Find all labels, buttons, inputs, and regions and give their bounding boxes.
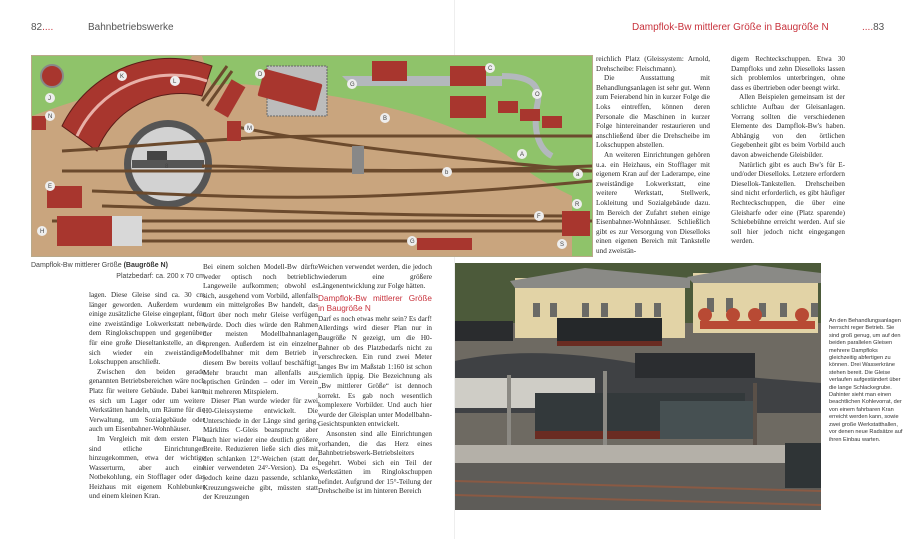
paragraph: Zwischen den beiden gerade genannten Betriebsbereichen wäre noch Platz für weitere Gebäude. Dabei kann es sich um Lager oder um weitere Werkstätten handeln, um Räume für die Verwaltung, um Sozialgebäude oder auch um Eisenbahner-Wohnhäuser. [89, 367, 205, 434]
right-chapter-title: Dampflok-Bw mittlerer Größe in Baugröße N [632, 22, 829, 33]
plan-caption [31, 262, 168, 269]
svg-text:R: R [575, 202, 580, 208]
plan-caption-title: Dampflok-Bw mittlerer Größe [31, 262, 122, 269]
svg-text:F: F [537, 214, 541, 220]
paragraph: Natürlich gibt es auch Bw's für E- und/oder Dieselloks. Letztere erfordern Diesellok-Tankstellen. Drehscheiben sind nicht erforderlich, es gibt häufiger Rechteckschuppen, die über eine Gleisharfe oder eine (Platz sparende) Schiebebühne erreicht werden. Auf sie soll hier jedoch nicht eingegangen werden. [731, 160, 845, 246]
track-plan-svg [32, 56, 592, 256]
paragraph: Darf es noch etwas mehr sein? Es darf! Allerdings wird dieser Plan nur in Baugröße N gezeigt, um die H0-Bahner ob des Platzbedarfs nicht zu verschrecken. Ein rund zwei Meter langes Bw im Maßstab 1:160 ist schon ziemlich üppig. Die Bezeichnung als „Bw mittlerer Größe“ ist dennoch korrekt. Es gab noch wesentlich komplexere Vorbilder. Und auch hier wurde der Gleisplan unter Modellbahn-Gesichtspunkten entwickelt. [318, 314, 432, 429]
paragraph: digem Rechteckschuppen. Etwa 30 Dampfloks und zehn Dieselloks lassen sich problemlos unterbringen, ohne dass es übertrieben oder beengt wirkt. [731, 55, 845, 92]
svg-text:D: D [258, 72, 263, 78]
section-heading: Dampflok-Bw mittlerer Größe in Baugröße N [318, 293, 432, 313]
left-section-title: Bahnbetriebswerke [88, 22, 174, 33]
paragraph: reichlich Platz (Gleissystem: Arnold, Drehscheibe: Fleischmann). [596, 55, 710, 73]
page-number-dots: .... [42, 22, 54, 33]
paragraph: lagen. Diese Gleise sind ca. 30 cm länger geworden. Außerdem wurden einige zusätzliche Gleise eingeplant, für eine zweiständige Lokwerkstatt neben dem Ringlokschuppen und gegenüber für eine große Dieseltankstelle, an die sich wieder ein zweiständiger Lokschuppen anschließt. [89, 291, 205, 367]
svg-text:8: 8 [165, 164, 169, 170]
paragraph: Bei einem solchen Modell-Bw dürfte weder optisch noch betrieblich Langeweile aufkommen; obwohl es sich, ausgehend vom Vorbild, allenfalls um ein mittelgroßes Bw handelt, das dort über noch mehr Gleise verfügen würde. Doch dies würde den Rahmen der meisten Modellbahnanlagen sprengen. Außerdem ist ein einzelner Modellbahner mit dem Betrieb in diesem Bw bereits vollauf beschäftigt. Mehr braucht man allenfalls aus optischen Gründen – oder im Verein mit mehreren Mitspielern. [203, 263, 318, 396]
plan-caption-scale: (Baugröße N) [123, 262, 168, 269]
svg-text:S: S [560, 242, 565, 248]
right-page-number [862, 22, 884, 33]
svg-text:H: H [40, 229, 45, 235]
svg-text:G: G [410, 239, 415, 245]
svg-text:G: G [350, 82, 355, 88]
text-column-4 [596, 55, 710, 256]
svg-text:M: M [247, 126, 252, 132]
svg-text:b: b [445, 170, 449, 176]
depot-photo-svg [455, 263, 821, 510]
paragraph: Allen Beispielen gemeinsam ist der schlichte Aufbau der Gleisanlagen. Vorrang sollten die verschiedenen Elemente des Dampflok-Bw's haben. Abhängig von den örtlichen Gegebenheit gibt es beim Vorbild auch davon abweichende Gleisbilder. [731, 93, 845, 159]
page-number-83: 83 [873, 22, 885, 33]
svg-text:J: J [48, 96, 51, 102]
photo-caption: An den Behandlungsanlagen herrscht reger Betrieb. Sie sind groß genug, um auf den beiden parallelen Gleisen mehrere Dampfloks gleichzeitig abfertigen zu können. Drei Wasserkräne stehen bereit. Die Gleise verlaufen aufgeständert über die lange Schlackegrube. Dahinter sieht man einen beachtlichen Kohlevorrat, der von einem fahrbaren Kran erreicht werden kann, sowie zwei große Werkstatthallen, vor denen neue Radsätze auf ihren Einbau warten. [829, 318, 903, 443]
depot-photo [455, 263, 821, 510]
paragraph: Im Vergleich mit dem ersten Plan sind etliche Einrichtungen hinzugekommen, etwa der wichtige Wasserturm, aber auch eine Notbekohlung, ein Stofflager oder das Heizhaus mit eigenem Kohlebunker und einem kleinen Kran. [89, 434, 205, 501]
text-column-3 [318, 263, 432, 497]
plan-space-required: Platzbedarf: ca. 200 x 70 cm [116, 273, 205, 280]
page-number-82: 82 [31, 22, 43, 33]
page-number-dots: .... [862, 22, 874, 33]
svg-text:C: C [488, 66, 493, 72]
paragraph: An weiteren Einrichtungen gehören u.a. ein Heizhaus, ein Stofflager mit eigenem Kran auf der Laderampe, eine zweiständige Lokwerkstatt, eine weitere Werkstatt, Stellwerk, Lokleitung und Sozialgebäude dazu. Im Bereich der Zufahrt stehen einige Eisenbahner-Wohnhäuser. Schließlich gibt es zur Versorgung von Dieselloks einen eigenen Bereich mit Tankstelle und zweistän- [596, 150, 710, 255]
text-column-2 [203, 263, 318, 503]
paragraph: Ansonsten sind alle Einrichtungen vorhanden, die das Herz eines Bahnbetriebswerk-Betriebsleiters begehrt. Wobei sich ein Teil der Werkstätten im Ringlokschuppen befindet. Aufgrund der 15°-Teilung der Drehscheibe ist im hinteren Bereich [318, 429, 432, 496]
paragraph: Weichen verwendet werden, die jedoch wiederum eine größere Längenentwicklung zur Folge hätten. [318, 263, 432, 291]
text-column-5 [731, 55, 845, 247]
svg-text:B: B [383, 116, 388, 122]
svg-text:O: O [535, 92, 540, 98]
track-plan-diagram [31, 55, 593, 257]
svg-text:K: K [120, 74, 125, 80]
paragraph: Die Ausstattung mit Behandlungsanlagen ist sehr gut. Wenn zum Feierabend hin in kurzer Folge die Loks eintreffen, können deren Personale die Maschinen in kurzer Folge hintereinander restaurieren und anschließend über die Drehscheibe im Lokschuppen abstellen. [596, 74, 710, 150]
svg-text:N: N [48, 114, 53, 120]
text-column-1 [89, 291, 205, 502]
svg-text:a: a [576, 172, 580, 178]
left-page-number [31, 22, 53, 33]
paragraph: Dieser Plan wurde wieder für zwei H0-Gleissysteme entwickelt. Die Unterschiede in der Länge sind gering. Märklins C-Gleis beansprucht aber auch hier wieder eine deutlich größere Breite. Reduzieren ließe sich dies mit den schlanken 12°-Weichen (statt der hier verwendeten 24°-Version). Da es jedoch keine dazu passende, schlanke Kreuzungsweiche gibt, müssten statt der Kreuzungen [203, 397, 318, 502]
svg-text:L: L [173, 79, 177, 85]
svg-text:E: E [48, 184, 53, 190]
svg-text:A: A [520, 152, 525, 158]
